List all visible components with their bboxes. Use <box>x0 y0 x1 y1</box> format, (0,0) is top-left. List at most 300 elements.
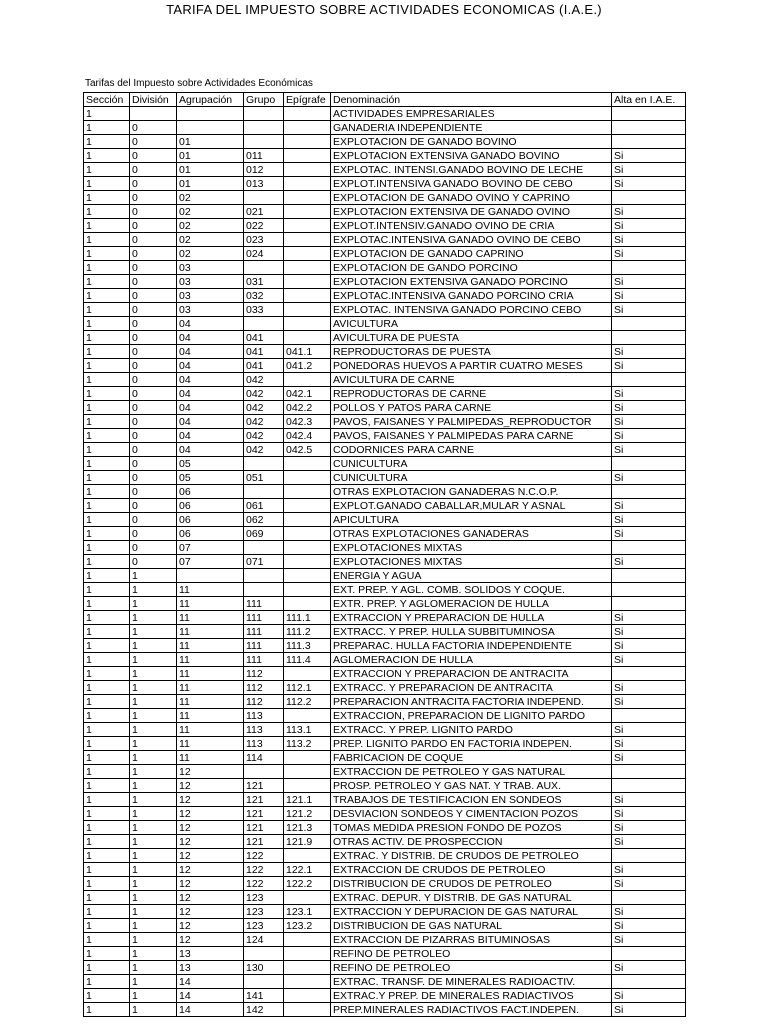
table-row <box>84 723 686 737</box>
cell-epigrafe: 042.2 <box>284 401 331 415</box>
table-row <box>84 205 686 219</box>
cell-denominacion: EXPLOTACIONES MIXTAS <box>331 541 612 555</box>
cell-alta: Si <box>612 639 686 653</box>
cell-grupo: 042 <box>244 373 284 387</box>
cell-epigrafe: 111.3 <box>284 639 331 653</box>
cell-agrupacion: 07 <box>177 541 244 555</box>
cell-denominacion: POLLOS Y PATOS PARA CARNE <box>331 401 612 415</box>
cell-seccion: 1 <box>84 331 130 345</box>
cell-division: 1 <box>130 779 177 793</box>
cell-agrupacion: 02 <box>177 247 244 261</box>
cell-grupo: 121 <box>244 821 284 835</box>
cell-grupo: 113 <box>244 709 284 723</box>
cell-denominacion: EXT. PREP. Y AGL. COMB. SOLIDOS Y COQUE. <box>331 583 612 597</box>
cell-grupo: 071 <box>244 555 284 569</box>
cell-epigrafe <box>284 331 331 345</box>
header-grupo: Grupo <box>244 93 284 107</box>
cell-grupo: 121 <box>244 807 284 821</box>
cell-alta <box>612 569 686 583</box>
cell-agrupacion: 14 <box>177 989 244 1003</box>
cell-seccion: 1 <box>84 653 130 667</box>
cell-grupo: 124 <box>244 933 284 947</box>
cell-denominacion: EXPLOTACION EXTENSIVA GANADO BOVINO <box>331 149 612 163</box>
cell-alta: Si <box>612 821 686 835</box>
cell-division: 1 <box>130 933 177 947</box>
cell-agrupacion: 04 <box>177 415 244 429</box>
cell-denominacion: PONEDORAS HUEVOS A PARTIR CUATRO MESES <box>331 359 612 373</box>
cell-seccion: 1 <box>84 569 130 583</box>
cell-epigrafe: 041.1 <box>284 345 331 359</box>
cell-agrupacion: 11 <box>177 597 244 611</box>
table-row <box>84 583 686 597</box>
cell-alta <box>612 849 686 863</box>
cell-grupo: 069 <box>244 527 284 541</box>
cell-alta: Si <box>612 863 686 877</box>
cell-alta <box>612 373 686 387</box>
cell-epigrafe <box>284 289 331 303</box>
table-row <box>84 639 686 653</box>
table-row <box>84 919 686 933</box>
cell-division: 0 <box>130 121 177 135</box>
cell-seccion: 1 <box>84 905 130 919</box>
cell-agrupacion: 01 <box>177 177 244 191</box>
cell-division: 0 <box>130 513 177 527</box>
cell-alta: Si <box>612 737 686 751</box>
cell-agrupacion: 12 <box>177 807 244 821</box>
cell-grupo <box>244 975 284 989</box>
page-title: TARIFA DEL IMPUESTO SOBRE ACTIVIDADES ECONOMICAS (I.A.E.) <box>166 2 602 17</box>
cell-agrupacion: 06 <box>177 485 244 499</box>
cell-division: 1 <box>130 1003 177 1017</box>
cell-seccion: 1 <box>84 695 130 709</box>
cell-grupo <box>244 457 284 471</box>
cell-alta: Si <box>612 471 686 485</box>
cell-grupo: 123 <box>244 905 284 919</box>
table-row <box>84 303 686 317</box>
cell-epigrafe <box>284 317 331 331</box>
cell-grupo: 041 <box>244 331 284 345</box>
cell-grupo <box>244 261 284 275</box>
cell-epigrafe <box>284 751 331 765</box>
cell-epigrafe <box>284 989 331 1003</box>
cell-alta: Si <box>612 289 686 303</box>
cell-grupo: 042 <box>244 387 284 401</box>
cell-alta: Si <box>612 681 686 695</box>
cell-division: 1 <box>130 919 177 933</box>
cell-grupo: 130 <box>244 961 284 975</box>
table-row <box>84 849 686 863</box>
cell-grupo <box>244 135 284 149</box>
cell-division: 1 <box>130 667 177 681</box>
cell-division: 0 <box>130 149 177 163</box>
cell-alta <box>612 583 686 597</box>
cell-denominacion: EXPLOT.GANADO CABALLAR,MULAR Y ASNAL <box>331 499 612 513</box>
table-row <box>84 331 686 345</box>
cell-denominacion: EXPLOTACION DE GANADO OVINO Y CAPRINO <box>331 191 612 205</box>
cell-division: 1 <box>130 597 177 611</box>
cell-alta: Si <box>612 401 686 415</box>
cell-alta <box>612 317 686 331</box>
cell-agrupacion: 11 <box>177 653 244 667</box>
cell-epigrafe: 042.1 <box>284 387 331 401</box>
cell-division: 1 <box>130 793 177 807</box>
cell-agrupacion: 06 <box>177 513 244 527</box>
cell-agrupacion: 02 <box>177 233 244 247</box>
table-row <box>84 863 686 877</box>
cell-division: 0 <box>130 555 177 569</box>
cell-seccion: 1 <box>84 401 130 415</box>
cell-denominacion: ACTIVIDADES EMPRESARIALES <box>331 107 612 121</box>
cell-division: 1 <box>130 835 177 849</box>
cell-agrupacion: 04 <box>177 401 244 415</box>
cell-alta: Si <box>612 177 686 191</box>
table-row <box>84 121 686 135</box>
cell-epigrafe <box>284 597 331 611</box>
cell-agrupacion: 14 <box>177 975 244 989</box>
cell-epigrafe: 042.5 <box>284 443 331 457</box>
cell-denominacion: PREP. LIGNITO PARDO EN FACTORIA INDEPEN. <box>331 737 612 751</box>
cell-agrupacion: 13 <box>177 961 244 975</box>
cell-grupo: 122 <box>244 849 284 863</box>
cell-alta <box>612 457 686 471</box>
cell-agrupacion: 03 <box>177 303 244 317</box>
cell-denominacion: EXPLOTACION DE GANADO CAPRINO <box>331 247 612 261</box>
cell-denominacion: CODORNICES PARA CARNE <box>331 443 612 457</box>
cell-agrupacion: 01 <box>177 135 244 149</box>
cell-agrupacion: 11 <box>177 709 244 723</box>
cell-agrupacion: 12 <box>177 765 244 779</box>
cell-grupo: 011 <box>244 149 284 163</box>
cell-seccion: 1 <box>84 583 130 597</box>
cell-denominacion: PAVOS, FAISANES Y PALMIPEDAS PARA CARNE <box>331 429 612 443</box>
cell-seccion: 1 <box>84 765 130 779</box>
table-row <box>84 443 686 457</box>
cell-denominacion: EXPLOTAC. INTENSIVA GANADO PORCINO CEBO <box>331 303 612 317</box>
cell-epigrafe: 121.2 <box>284 807 331 821</box>
cell-division: 0 <box>130 401 177 415</box>
cell-seccion: 1 <box>84 919 130 933</box>
cell-seccion: 1 <box>84 177 130 191</box>
cell-seccion: 1 <box>84 891 130 905</box>
cell-agrupacion: 11 <box>177 639 244 653</box>
cell-epigrafe: 122.2 <box>284 877 331 891</box>
cell-agrupacion: 12 <box>177 779 244 793</box>
cell-epigrafe <box>284 933 331 947</box>
cell-agrupacion: 04 <box>177 373 244 387</box>
cell-seccion: 1 <box>84 513 130 527</box>
cell-denominacion: EXTRACCION Y PREPARACION DE ANTRACITA <box>331 667 612 681</box>
cell-division: 1 <box>130 653 177 667</box>
header-agrupacion: Agrupación <box>177 93 244 107</box>
cell-denominacion: PREP.MINERALES RADIACTIVOS FACT.INDEPEN. <box>331 1003 612 1017</box>
cell-grupo <box>244 583 284 597</box>
cell-agrupacion <box>177 569 244 583</box>
cell-epigrafe <box>284 303 331 317</box>
cell-denominacion: DISTRIBUCION DE GAS NATURAL <box>331 919 612 933</box>
cell-division: 0 <box>130 527 177 541</box>
cell-agrupacion: 06 <box>177 499 244 513</box>
cell-denominacion: EXTRACCION DE PETROLEO Y GAS NATURAL <box>331 765 612 779</box>
cell-alta <box>612 975 686 989</box>
cell-epigrafe <box>284 499 331 513</box>
header-seccion: Sección <box>84 93 130 107</box>
cell-grupo: 123 <box>244 891 284 905</box>
cell-seccion: 1 <box>84 667 130 681</box>
cell-epigrafe <box>284 891 331 905</box>
cell-division: 0 <box>130 317 177 331</box>
cell-seccion: 1 <box>84 681 130 695</box>
cell-division: 1 <box>130 625 177 639</box>
cell-seccion: 1 <box>84 793 130 807</box>
cell-division: 0 <box>130 219 177 233</box>
table-row <box>84 569 686 583</box>
cell-epigrafe <box>284 205 331 219</box>
cell-seccion: 1 <box>84 471 130 485</box>
cell-agrupacion: 11 <box>177 737 244 751</box>
cell-grupo: 023 <box>244 233 284 247</box>
cell-epigrafe: 122.1 <box>284 863 331 877</box>
cell-alta: Si <box>612 1003 686 1017</box>
cell-agrupacion: 02 <box>177 219 244 233</box>
table-row <box>84 681 686 695</box>
cell-division: 0 <box>130 415 177 429</box>
cell-agrupacion: 05 <box>177 471 244 485</box>
table-row <box>84 541 686 555</box>
tariff-table <box>83 92 686 1017</box>
cell-alta: Si <box>612 807 686 821</box>
cell-seccion: 1 <box>84 639 130 653</box>
cell-alta: Si <box>612 625 686 639</box>
cell-grupo: 142 <box>244 1003 284 1017</box>
cell-seccion: 1 <box>84 233 130 247</box>
cell-seccion: 1 <box>84 387 130 401</box>
cell-epigrafe <box>284 247 331 261</box>
cell-seccion: 1 <box>84 345 130 359</box>
cell-denominacion: EXTRAC. DEPUR. Y DISTRIB. DE GAS NATURAL <box>331 891 612 905</box>
cell-seccion: 1 <box>84 135 130 149</box>
cell-division: 0 <box>130 499 177 513</box>
cell-seccion: 1 <box>84 275 130 289</box>
cell-epigrafe <box>284 163 331 177</box>
cell-alta: Si <box>612 751 686 765</box>
cell-denominacion: REPRODUCTORAS DE PUESTA <box>331 345 612 359</box>
cell-epigrafe <box>284 275 331 289</box>
cell-epigrafe <box>284 975 331 989</box>
table-row <box>84 947 686 961</box>
cell-epigrafe <box>284 569 331 583</box>
cell-agrupacion: 04 <box>177 429 244 443</box>
table-row <box>84 135 686 149</box>
cell-agrupacion: 01 <box>177 163 244 177</box>
cell-epigrafe <box>284 779 331 793</box>
cell-alta: Si <box>612 933 686 947</box>
cell-denominacion: CUNICULTURA <box>331 457 612 471</box>
cell-agrupacion <box>177 107 244 121</box>
cell-grupo: 062 <box>244 513 284 527</box>
cell-alta: Si <box>612 961 686 975</box>
cell-denominacion: DESVIACION SONDEOS Y CIMENTACION POZOS <box>331 807 612 821</box>
cell-denominacion: PROSP. PETROLEO Y GAS NAT. Y TRAB. AUX. <box>331 779 612 793</box>
cell-agrupacion: 12 <box>177 863 244 877</box>
table-row <box>84 807 686 821</box>
cell-seccion: 1 <box>84 429 130 443</box>
cell-denominacion: DISTRIBUCION DE CRUDOS DE PETROLEO <box>331 877 612 891</box>
cell-epigrafe <box>284 233 331 247</box>
cell-denominacion: EXTRACC. Y PREP. HULLA SUBBITUMINOSA <box>331 625 612 639</box>
cell-seccion: 1 <box>84 415 130 429</box>
table-row <box>84 653 686 667</box>
cell-agrupacion: 12 <box>177 933 244 947</box>
cell-division: 1 <box>130 905 177 919</box>
cell-seccion: 1 <box>84 303 130 317</box>
cell-agrupacion: 03 <box>177 261 244 275</box>
cell-seccion: 1 <box>84 849 130 863</box>
cell-agrupacion: 11 <box>177 751 244 765</box>
cell-denominacion: EXTRAC. TRANSF. DE MINERALES RADIOACTIV. <box>331 975 612 989</box>
cell-division: 1 <box>130 611 177 625</box>
cell-grupo: 012 <box>244 163 284 177</box>
cell-epigrafe <box>284 149 331 163</box>
cell-alta: Si <box>612 611 686 625</box>
cell-division: 0 <box>130 261 177 275</box>
cell-epigrafe <box>284 541 331 555</box>
cell-division: 0 <box>130 247 177 261</box>
cell-seccion: 1 <box>84 191 130 205</box>
cell-denominacion: EXTRACCION, PREPARACION DE LIGNITO PARDO <box>331 709 612 723</box>
cell-alta <box>612 891 686 905</box>
cell-grupo <box>244 765 284 779</box>
cell-grupo <box>244 569 284 583</box>
cell-alta: Si <box>612 443 686 457</box>
cell-alta <box>612 597 686 611</box>
cell-grupo: 113 <box>244 737 284 751</box>
cell-denominacion: REPRODUCTORAS DE CARNE <box>331 387 612 401</box>
cell-epigrafe: 123.2 <box>284 919 331 933</box>
cell-epigrafe: 111.4 <box>284 653 331 667</box>
cell-grupo: 123 <box>244 919 284 933</box>
table-row <box>84 905 686 919</box>
cell-division: 1 <box>130 877 177 891</box>
cell-agrupacion: 07 <box>177 555 244 569</box>
table-row <box>84 989 686 1003</box>
cell-seccion: 1 <box>84 317 130 331</box>
cell-grupo: 033 <box>244 303 284 317</box>
cell-agrupacion: 12 <box>177 919 244 933</box>
cell-division: 1 <box>130 639 177 653</box>
cell-denominacion: PAVOS, FAISANES Y PALMIPEDAS_REPRODUCTOR <box>331 415 612 429</box>
cell-epigrafe <box>284 513 331 527</box>
cell-epigrafe: 111.2 <box>284 625 331 639</box>
cell-agrupacion: 04 <box>177 387 244 401</box>
table-row <box>84 765 686 779</box>
header-division: División <box>130 93 177 107</box>
cell-seccion: 1 <box>84 751 130 765</box>
table-row <box>84 471 686 485</box>
cell-agrupacion: 01 <box>177 149 244 163</box>
cell-agrupacion: 11 <box>177 681 244 695</box>
cell-alta: Si <box>612 919 686 933</box>
table-row <box>84 275 686 289</box>
table-row <box>84 429 686 443</box>
cell-denominacion: EXTRACCION Y DEPURACION DE GAS NATURAL <box>331 905 612 919</box>
cell-epigrafe <box>284 555 331 569</box>
table-row <box>84 1003 686 1017</box>
cell-division <box>130 107 177 121</box>
cell-denominacion: EXPLOTACION DE GANADO BOVINO <box>331 135 612 149</box>
table-row <box>84 289 686 303</box>
cell-denominacion: EXTRACCION DE PIZARRAS BITUMINOSAS <box>331 933 612 947</box>
cell-denominacion: AVICULTURA <box>331 317 612 331</box>
cell-division: 1 <box>130 975 177 989</box>
cell-denominacion: PREPARACION ANTRACITA FACTORIA INDEPEND. <box>331 695 612 709</box>
cell-seccion: 1 <box>84 261 130 275</box>
cell-alta <box>612 261 686 275</box>
cell-division: 0 <box>130 373 177 387</box>
table-row <box>84 513 686 527</box>
cell-division: 1 <box>130 695 177 709</box>
cell-agrupacion: 11 <box>177 723 244 737</box>
cell-agrupacion: 06 <box>177 527 244 541</box>
cell-alta: Si <box>612 877 686 891</box>
table-row <box>84 485 686 499</box>
cell-grupo: 121 <box>244 793 284 807</box>
cell-seccion: 1 <box>84 247 130 261</box>
cell-seccion: 1 <box>84 541 130 555</box>
cell-denominacion: EXPLOTACIONES MIXTAS <box>331 555 612 569</box>
cell-division: 0 <box>130 303 177 317</box>
table-row <box>84 961 686 975</box>
cell-grupo: 111 <box>244 597 284 611</box>
cell-seccion: 1 <box>84 289 130 303</box>
table-row <box>84 345 686 359</box>
cell-alta: Si <box>612 247 686 261</box>
cell-epigrafe <box>284 135 331 149</box>
cell-seccion: 1 <box>84 737 130 751</box>
cell-denominacion: OTRAS ACTIV. DE PROSPECCION <box>331 835 612 849</box>
cell-agrupacion: 04 <box>177 443 244 457</box>
cell-denominacion: EXPLOT.INTENSIV.GANADO OVINO DE CRIA <box>331 219 612 233</box>
cell-division: 1 <box>130 723 177 737</box>
cell-alta <box>612 121 686 135</box>
cell-division: 1 <box>130 751 177 765</box>
cell-agrupacion: 02 <box>177 191 244 205</box>
cell-seccion: 1 <box>84 709 130 723</box>
cell-denominacion: EXPLOTACION DE GANDO PORCINO <box>331 261 612 275</box>
cell-division: 1 <box>130 863 177 877</box>
cell-alta: Si <box>612 275 686 289</box>
cell-denominacion: REFINO DE PETROLEO <box>331 947 612 961</box>
cell-alta: Si <box>612 149 686 163</box>
cell-alta: Si <box>612 359 686 373</box>
table-row <box>84 457 686 471</box>
cell-seccion: 1 <box>84 457 130 471</box>
cell-alta: Si <box>612 653 686 667</box>
cell-seccion: 1 <box>84 499 130 513</box>
cell-grupo: 021 <box>244 205 284 219</box>
cell-agrupacion: 11 <box>177 695 244 709</box>
table-row <box>84 975 686 989</box>
cell-division: 1 <box>130 961 177 975</box>
cell-denominacion: PREPARAC. HULLA FACTORIA INDEPENDIENTE <box>331 639 612 653</box>
cell-agrupacion: 05 <box>177 457 244 471</box>
cell-agrupacion: 12 <box>177 821 244 835</box>
cell-grupo: 122 <box>244 877 284 891</box>
cell-seccion: 1 <box>84 807 130 821</box>
cell-alta: Si <box>612 303 686 317</box>
cell-division: 1 <box>130 849 177 863</box>
cell-epigrafe <box>284 849 331 863</box>
cell-division: 0 <box>130 177 177 191</box>
